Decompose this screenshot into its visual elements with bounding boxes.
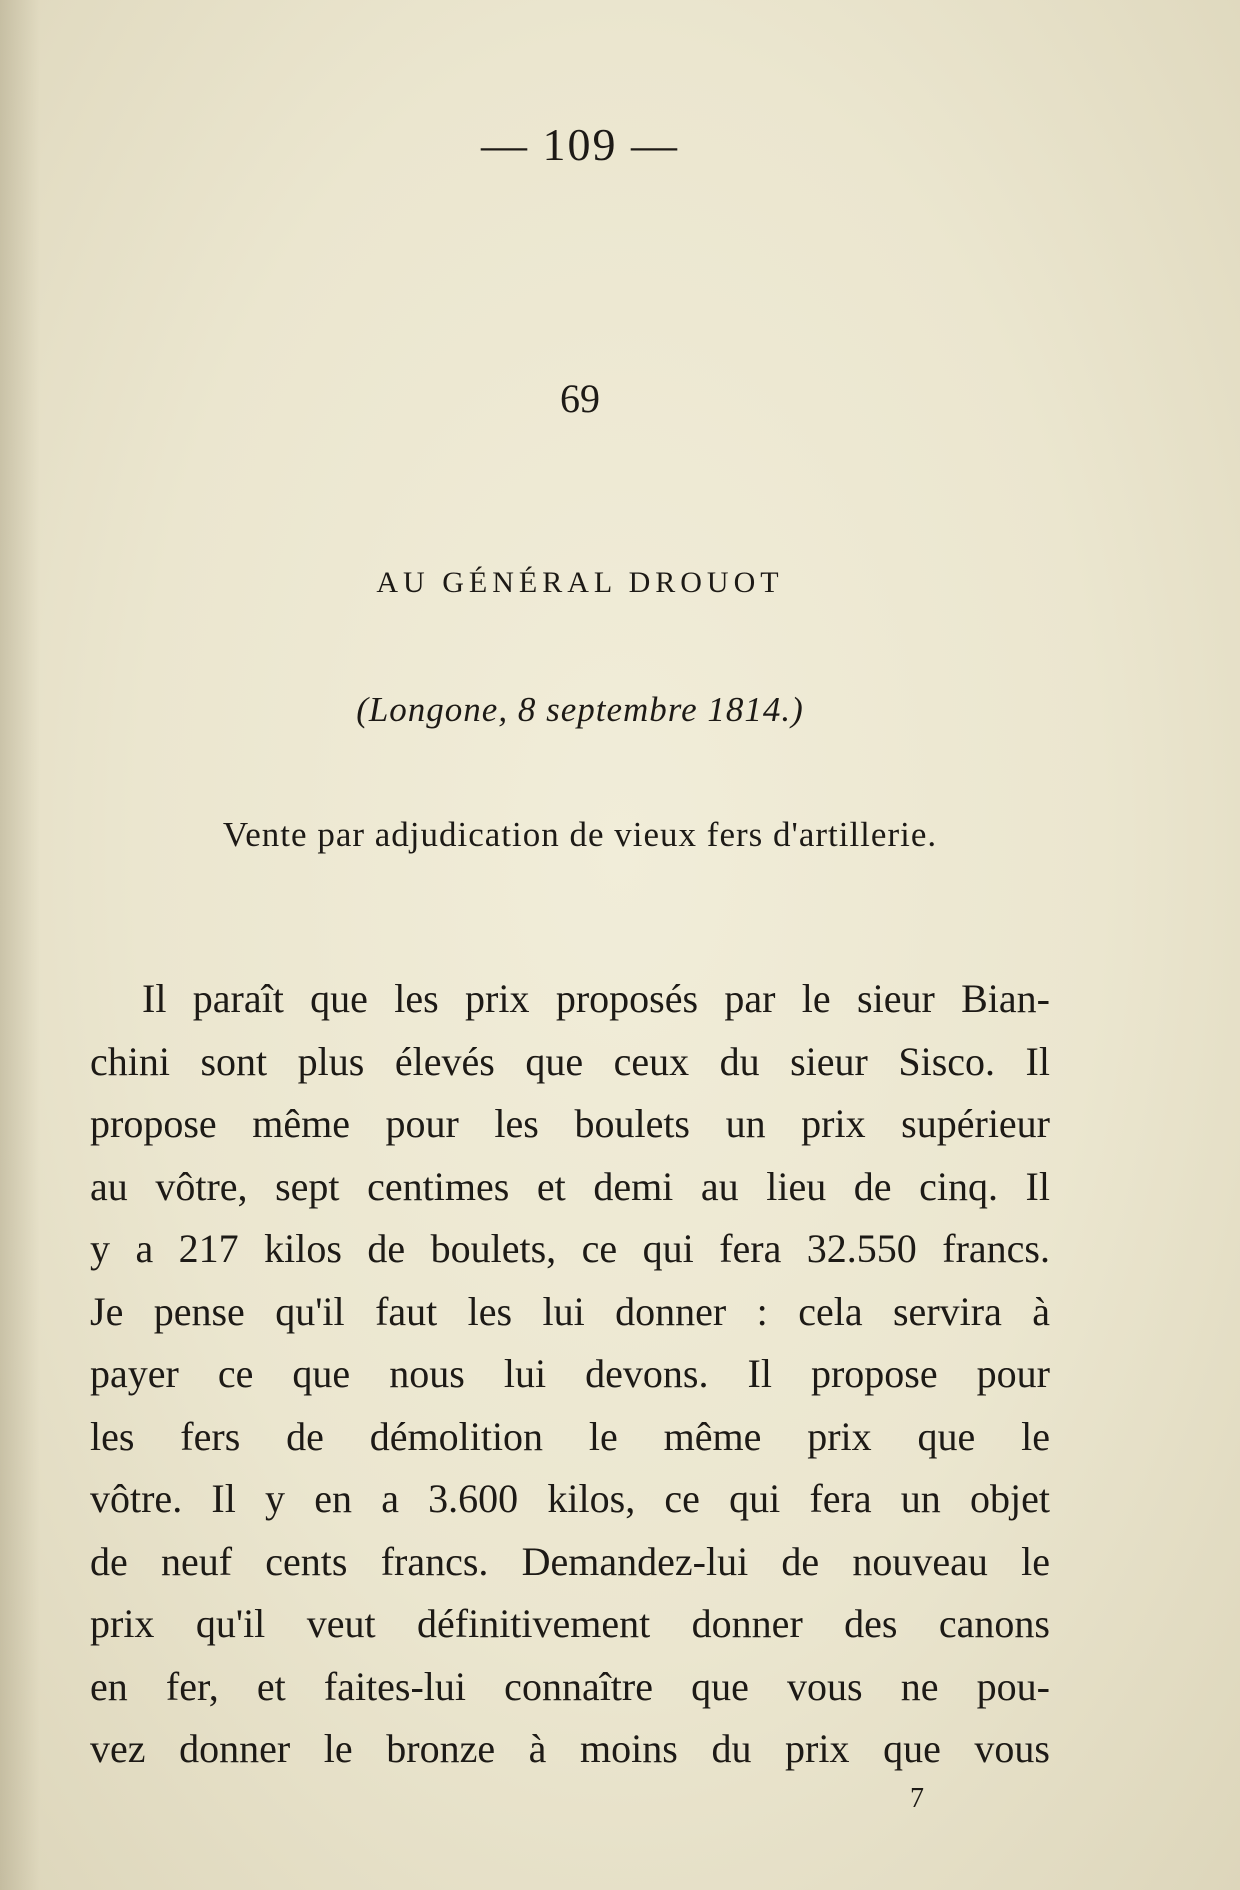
letter-dateline: (Longone, 8 septembre 1814.) (356, 690, 804, 729)
body-line: y a 217 kilos de boulets, ce qui fera 32.550 francs. (90, 1226, 1050, 1271)
body-line: au vôtre, sept centimes et demi au lieu de cinq. Il (90, 1163, 1050, 1209)
body-line: propose même pour les boulets un prix supérieur (90, 1101, 1050, 1146)
body-line: les fers de démolition le même prix que le (90, 1413, 1050, 1459)
body-line: chini sont plus élevés que ceux du sieur Sisco. Il (90, 1038, 1050, 1084)
letter-recipient-heading: AU GÉNÉRAL DROUOT (376, 566, 784, 599)
letter-body (90, 968, 1050, 1781)
body-line: prix qu'il veut définitivement donner des canons (90, 1601, 1050, 1646)
body-line: en fer, et faites-lui connaître que vous ne pou- (90, 1663, 1050, 1709)
page-number: — 109 — (481, 119, 679, 170)
body-line: Il paraît que les prix proposés par le sieur Bian- (142, 976, 1050, 1021)
body-line: de neuf cents francs. Demandez-lui de nouveau le (90, 1538, 1050, 1584)
body-line: vez donner le bronze à moins du prix que vous (90, 1726, 1050, 1771)
letter-number: 69 (560, 376, 600, 421)
signature-mark: 7 (910, 1783, 924, 1814)
body-line: vôtre. Il y en a 3.600 kilos, ce qui fera un objet (90, 1476, 1050, 1521)
body-line: Je pense qu'il faut les lui donner : cela servira à (90, 1288, 1050, 1334)
body-line: payer ce que nous lui devons. Il propose pour (90, 1351, 1050, 1396)
letter-summary: Vente par adjudication de vieux fers d'artillerie. (222, 815, 938, 854)
